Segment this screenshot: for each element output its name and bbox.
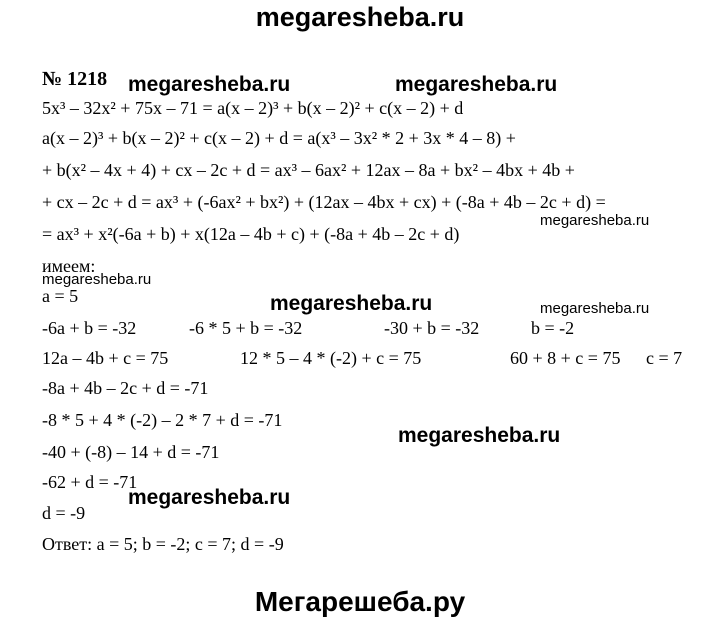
eq-d-step-3: -40 + (-8) – 14 + d = -71 — [42, 442, 220, 462]
answer: Ответ: a = 5; b = -2; c = 7; d = -9 — [42, 534, 284, 554]
eq-d-step-5: d = -9 — [42, 503, 86, 523]
watermark: megaresheba.ru — [540, 300, 650, 317]
equation-line-1: 5x³ – 32x² + 75x – 71 = a(x – 2)³ + b(x – 2)² + c(x – 2) + d — [42, 98, 464, 118]
label-imeem: имеем: — [42, 256, 96, 276]
watermark: megaresheba.ru — [270, 292, 433, 315]
eq-c-step-2: 12 * 5 – 4 * (-2) + c = 75 — [240, 348, 422, 368]
equation-line-2: a(x – 2)³ + b(x – 2)² + c(x – 2) + d = a(x³ – 3x² * 2 + 3x * 4 – 8) + — [42, 128, 516, 148]
eq-d-step-2: -8 * 5 + 4 * (-2) – 2 * 7 + d = -71 — [42, 410, 283, 430]
watermark: megaresheba.ru — [42, 271, 152, 288]
watermark: megaresheba.ru — [128, 73, 291, 96]
eq-b-step-1: -6a + b = -32 — [42, 318, 137, 338]
equation-line-3: + b(x² – 4x + 4) + cx – 2c + d = ax³ – 6ax² + 12ax – 8a + bx² – 4bx + 4b + — [42, 160, 575, 180]
eq-d-step-4: -62 + d = -71 — [42, 472, 138, 492]
eq-b-step-4: b = -2 — [531, 318, 575, 338]
problem-number: № 1218 — [42, 68, 108, 90]
eq-b-step-2: -6 * 5 + b = -32 — [189, 318, 303, 338]
eq-b-step-3: -30 + b = -32 — [384, 318, 480, 338]
value-a: a = 5 — [42, 286, 79, 306]
eq-c-step-4: c = 7 — [646, 348, 683, 368]
eq-d-step-1: -8a + 4b – 2c + d = -71 — [42, 378, 209, 398]
watermark-top: megaresheba.ru — [255, 2, 465, 32]
watermark: megaresheba.ru — [128, 486, 291, 509]
eq-c-step-3: 60 + 8 + c = 75 — [510, 348, 621, 368]
equation-line-4: + cx – 2c + d = ax³ + (-6ax² + bx²) + (12ax – 4bx + cx) + (-8a + 4b – 2c + d) = — [42, 192, 606, 212]
watermark: megaresheba.ru — [395, 73, 558, 96]
equation-line-5: = ax³ + x²(-6a + b) + x(12a – 4b + c) + (-8a + 4b – 2c + d) — [42, 224, 460, 244]
watermark-bottom: Мегарешеба.ру — [254, 586, 466, 617]
eq-c-step-1: 12a – 4b + c = 75 — [42, 348, 169, 368]
watermark: megaresheba.ru — [398, 424, 561, 447]
watermark: megaresheba.ru — [540, 212, 650, 229]
